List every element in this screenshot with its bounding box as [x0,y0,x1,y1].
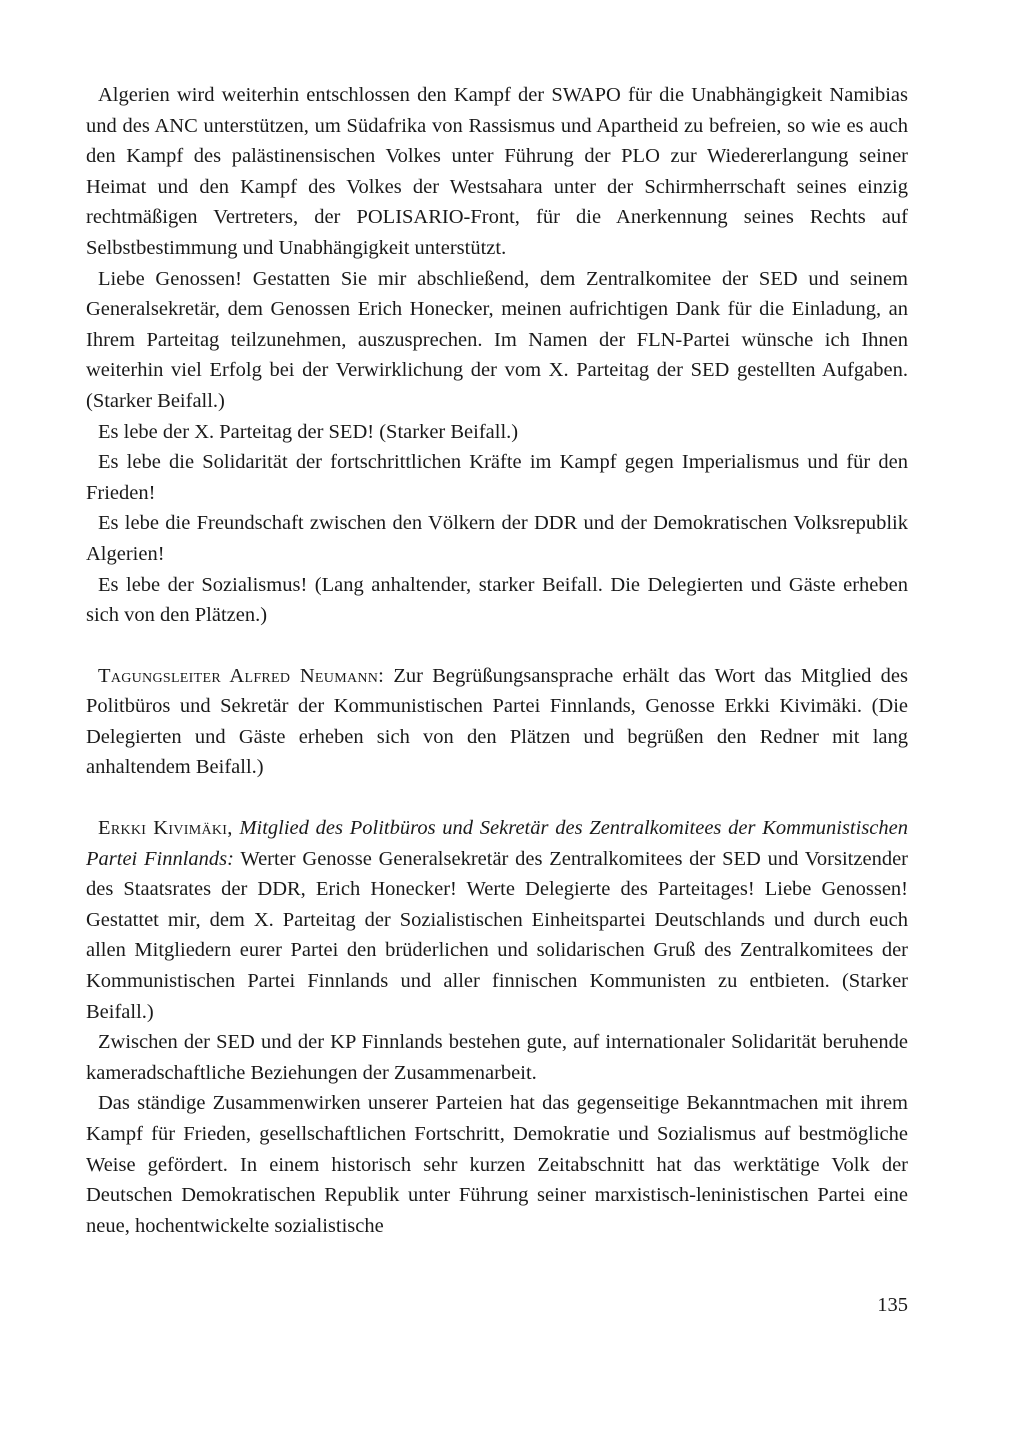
paragraph-slogan-friendship: Es lebe die Freundschaft zwischen den Völkern der DDR und der Demokratischen Volksrepublik Algerien! [86,512,908,565]
paragraph-relations: Zwischen der SED und der KP Finnlands bestehen gute, auf internationaler Solidarität beruhende kameradschaftliche Beziehungen der Zusammenarbeit. [86,1031,908,1084]
page-body [86,80,908,1241]
section-gap [86,783,908,813]
paragraph-slogan-parteitag: Es lebe der X. Parteitag der SED! (Starker Beifall.) [98,420,519,443]
paragraph-slogan-socialism: Es lebe der Sozialismus! (Lang anhaltender, starker Beifall. Die Delegierten und Gäste erheben sich von den Plätzen.) [86,573,908,627]
chair-speaker-name: Tagungsleiter Alfred Neumann: [98,664,385,687]
chair-announcement-text: Zur Begrüßungsansprache erhält das Wort das Mitglied des Politbüros und Sekretär der Kommunistischen Partei Finnlands, Genosse Erkki Kivimäki. (Die Delegierten und Gäste erheben sich von den Plätzen und begrüßen den Redner mit lang anhaltendem Beifall.) [86,664,908,779]
speech-speaker-role: Mitglied des Politbüros und Sekretär des Zentralkomitees der Kommunistischen Partei Finnlands: [86,817,908,870]
section-gap [86,631,908,661]
paragraph-algeria-solidarity: Algerien wird weiterhin entschlossen den Kampf der SWAPO für die Unabhängigkeit Namibias und des ANC unterstützen, um Südafrika von Rassismus und Apartheid zu befreien, so wie es auch den Kampf des palästinensischen Volkes unter Führung der PLO zur Wiedererlangung seiner Heimat und den Kampf des Volkes der Westsahara unter der Schirmherrschaft seines einzig rechtmäßigen Vertreters, der POLISARIO-Front, für die Anerkennung seines Rechts auf Selbstbestimmung und Unabhängigkeit unterstützt. [86,84,908,259]
speech-opening-text: Werter Genosse Generalsekretär des Zentralkomitees der SED und Vorsitzender des Staatsrates der DDR, Erich Honecker! Werte Delegierte des Parteitages! Liebe Genossen! Gestattet mir, dem X. Parteitag der Sozialistischen Einheitspartei Deutschlands und durch euch allen Mitgliedern eurer Partei den brüderlichen und solidarischen Gruß des Zentralkomitees der Kommunistischen Partei Finnlands und aller finnischen Kommunisten zu entbieten. (Starker Beifall.) [86,847,908,1023]
paragraph-thanks: Liebe Genossen! Gestatten Sie mir abschließend, dem Zentralkomitee der SED und seinem Generalsekretär, dem Genossen Erich Honecker, meinen aufrichtigen Dank für die Einladung, an Ihrem Parteitag teilzunehmen, auszusprechen. Im Namen der FLN-Partei wünsche ich Ihnen weiterhin viel Erfolg bei der Verwirklichung der vom X. Parteitag der SED gestellten Aufgaben. (Starker Beifall.) [86,267,908,412]
paragraph-speech-opening [86,813,908,1027]
paragraph-chair-announcement [86,661,908,783]
paragraph-cooperation: Das ständige Zusammenwirken unserer Parteien hat das gegenseitige Bekanntmachen mit ihrem Kampf für Frieden, gesellschaftlichen Fortschritt, Demokratie und Sozialismus auf bestmögliche Weise gefördert. In einem historisch sehr kurzen Zeitabschnitt hat das werktätige Volk der Deutschen Demokratischen Republik unter Führung seiner marxistisch-leninistischen Partei eine neue, hochentwickelte sozialistische [86,1092,908,1237]
page-number: 135 [877,1294,908,1316]
speech-speaker-name: Erkki Kivimäki, [98,817,233,840]
paragraph-slogan-solidarity: Es lebe die Solidarität der fortschrittlichen Kräfte im Kampf gegen Imperialismus und für den Frieden! [86,451,908,504]
